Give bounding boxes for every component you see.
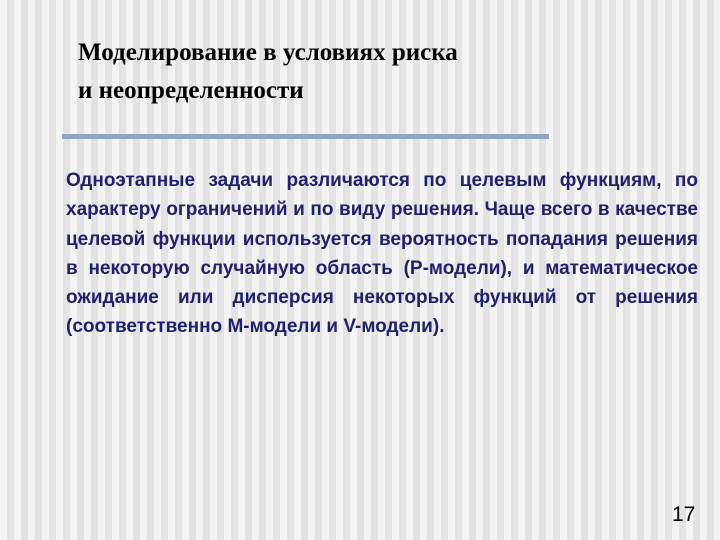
page-number: 17	[672, 503, 696, 526]
slide-title-line-2: и неопределенности	[78, 77, 304, 104]
title-divider	[62, 134, 549, 139]
slide-title	[78, 34, 638, 110]
slide-title-line-1: Моделирование в условиях риска	[78, 39, 458, 66]
slide-body-text: Одноэтапные задачи различаются по целевым функциям, по характеру ограничений и по виду решения. Чаще всего в качестве целевой функции используется вероятность попадания решения в некоторую случайную область (Р-модели), и математическое ожидание или дисперсия некоторых функций от решения (соответственно М-модели и V-модели).	[66, 170, 698, 338]
